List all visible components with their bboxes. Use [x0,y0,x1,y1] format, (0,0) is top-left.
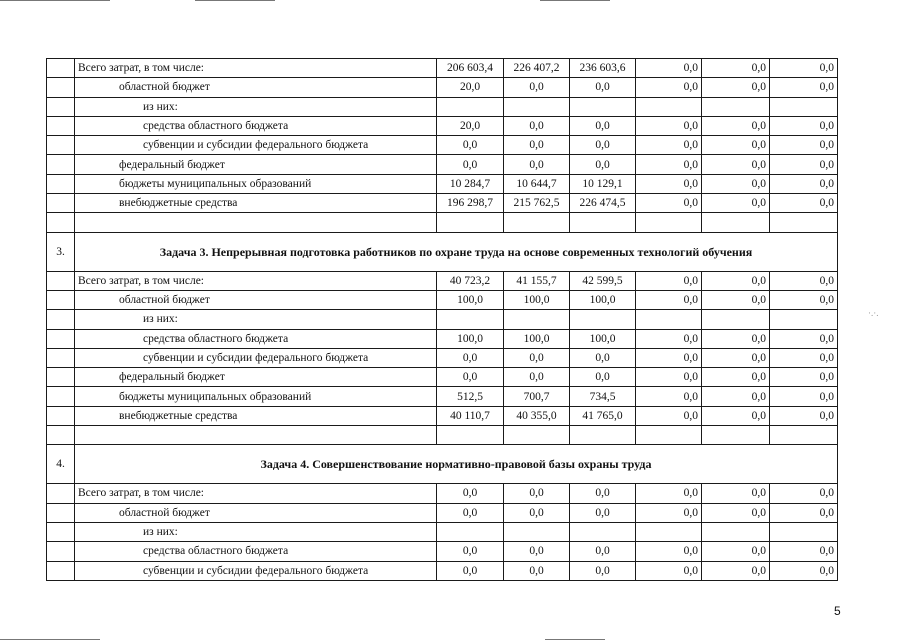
value-cell [437,310,504,329]
value-cell [770,522,838,541]
row-label: средства областного бюджета [75,542,437,561]
value-cell: 0,0 [437,136,504,155]
value-cell: 0,0 [504,484,570,503]
value-cell: 0,0 [770,78,838,97]
value-cell: 0,0 [770,503,838,522]
value-cell: 0,0 [702,136,770,155]
value-cell: 0,0 [702,290,770,309]
row-label: субвенции и субсидии федерального бюджета [75,561,437,580]
value-cell: 0,0 [636,484,702,503]
value-cell [702,310,770,329]
value-cell [636,310,702,329]
value-cell [437,97,504,116]
scan-speck: ·.·. [868,308,879,318]
value-cell [504,97,570,116]
task-header-row [47,445,838,484]
table-row [47,116,838,135]
row-label [75,213,437,232]
value-cell: 0,0 [702,194,770,213]
table-row [47,78,838,97]
value-cell: 10 284,7 [437,174,504,193]
value-cell: 0,0 [570,503,636,522]
value-cell: 0,0 [570,78,636,97]
value-cell: 0,0 [636,271,702,290]
row-label: субвенции и субсидии федерального бюджета [75,348,437,367]
value-cell [504,213,570,232]
value-cell: 0,0 [770,136,838,155]
value-cell [636,213,702,232]
table-row [47,387,838,406]
table-row [47,348,838,367]
row-label: областной бюджет [75,503,437,522]
value-cell: 0,0 [636,368,702,387]
value-cell: 0,0 [702,406,770,425]
row-label: федеральный бюджет [75,155,437,174]
value-cell: 0,0 [770,59,838,78]
value-cell [437,522,504,541]
value-cell [770,310,838,329]
value-cell [770,213,838,232]
row-index-cell [47,97,75,116]
value-cell: 512,5 [437,387,504,406]
task-index: 4. [47,445,75,484]
value-cell: 734,5 [570,387,636,406]
value-cell: 215 762,5 [504,194,570,213]
value-cell [770,426,838,445]
value-cell: 100,0 [437,290,504,309]
value-cell: 0,0 [504,542,570,561]
value-cell: 100,0 [504,290,570,309]
value-cell: 0,0 [636,136,702,155]
row-index-cell [47,387,75,406]
value-cell: 41 155,7 [504,271,570,290]
value-cell: 0,0 [636,348,702,367]
value-cell [636,426,702,445]
value-cell: 0,0 [702,78,770,97]
value-cell: 100,0 [570,290,636,309]
table-row [47,522,838,541]
task-title: Задача 4. Совершенствование нормативно-правовой базы охраны труда [75,445,838,484]
value-cell: 0,0 [702,368,770,387]
value-cell: 10 644,7 [504,174,570,193]
value-cell: 0,0 [636,59,702,78]
value-cell: 0,0 [570,368,636,387]
value-cell: 41 765,0 [570,406,636,425]
value-cell: 0,0 [437,561,504,580]
value-cell [570,522,636,541]
task-index: 3. [47,232,75,271]
table-row [47,271,838,290]
row-index-cell [47,368,75,387]
row-label: внебюджетные средства [75,194,437,213]
value-cell: 0,0 [770,387,838,406]
scan-edge-line [540,0,610,1]
row-index-cell [47,542,75,561]
row-label: Всего затрат, в том числе: [75,59,437,78]
value-cell [636,97,702,116]
table-row [47,484,838,503]
value-cell: 0,0 [636,290,702,309]
table-row [47,97,838,116]
value-cell: 100,0 [570,329,636,348]
row-index-cell [47,426,75,445]
row-label [75,426,437,445]
table-row [47,155,838,174]
table-row [47,426,838,445]
value-cell: 0,0 [504,561,570,580]
value-cell: 0,0 [504,348,570,367]
value-cell: 40 723,2 [437,271,504,290]
value-cell [570,310,636,329]
row-index-cell [47,271,75,290]
value-cell: 0,0 [437,542,504,561]
value-cell: 40 355,0 [504,406,570,425]
row-label: внебюджетные средства [75,406,437,425]
value-cell: 226 407,2 [504,59,570,78]
row-label: средства областного бюджета [75,329,437,348]
row-index-cell [47,310,75,329]
table-row [47,174,838,193]
value-cell: 0,0 [437,484,504,503]
value-cell: 0,0 [770,542,838,561]
value-cell: 0,0 [570,136,636,155]
value-cell: 0,0 [636,194,702,213]
value-cell: 0,0 [702,174,770,193]
value-cell: 0,0 [770,561,838,580]
value-cell: 0,0 [702,59,770,78]
row-index-cell [47,290,75,309]
row-label: из них: [75,522,437,541]
value-cell: 0,0 [504,155,570,174]
table-row [47,561,838,580]
row-index-cell [47,484,75,503]
value-cell [504,310,570,329]
value-cell [437,426,504,445]
value-cell: 196 298,7 [437,194,504,213]
value-cell: 42 599,5 [570,271,636,290]
table-row [47,406,838,425]
value-cell [636,522,702,541]
value-cell: 0,0 [702,329,770,348]
value-cell: 0,0 [770,290,838,309]
value-cell [570,213,636,232]
task-title: Задача 3. Непрерывная подготовка работников по охране труда на основе современных технологий обучения [75,232,838,271]
row-label: средства областного бюджета [75,116,437,135]
value-cell: 0,0 [770,348,838,367]
value-cell: 0,0 [504,78,570,97]
row-label: областной бюджет [75,78,437,97]
budget-table [46,58,838,581]
page-number: 5 [834,604,841,618]
value-cell: 0,0 [702,155,770,174]
row-label: Всего затрат, в том числе: [75,484,437,503]
value-cell: 0,0 [437,155,504,174]
table-row [47,194,838,213]
value-cell: 0,0 [504,136,570,155]
value-cell [702,426,770,445]
value-cell: 0,0 [636,174,702,193]
task-header-row [47,232,838,271]
row-index-cell [47,406,75,425]
row-label: Всего затрат, в том числе: [75,271,437,290]
row-label: федеральный бюджет [75,368,437,387]
row-label: из них: [75,310,437,329]
value-cell: 0,0 [570,561,636,580]
row-index-cell [47,329,75,348]
value-cell [702,213,770,232]
row-index-cell [47,155,75,174]
table-row [47,329,838,348]
value-cell: 0,0 [770,484,838,503]
value-cell: 100,0 [504,329,570,348]
value-cell: 0,0 [570,116,636,135]
row-index-cell [47,59,75,78]
value-cell: 0,0 [770,271,838,290]
value-cell: 0,0 [570,542,636,561]
row-index-cell [47,136,75,155]
value-cell: 0,0 [570,348,636,367]
value-cell [770,97,838,116]
value-cell: 10 129,1 [570,174,636,193]
row-index-cell [47,174,75,193]
row-label: из них: [75,97,437,116]
row-label: бюджеты муниципальных образований [75,387,437,406]
row-index-cell [47,561,75,580]
value-cell: 236 603,6 [570,59,636,78]
value-cell: 0,0 [636,406,702,425]
row-index-cell [47,503,75,522]
value-cell: 100,0 [437,329,504,348]
value-cell: 0,0 [636,329,702,348]
value-cell: 700,7 [504,387,570,406]
table-row [47,368,838,387]
value-cell: 0,0 [636,155,702,174]
row-index-cell [47,348,75,367]
value-cell: 226 474,5 [570,194,636,213]
value-cell [504,522,570,541]
table-row [47,136,838,155]
table-body [47,59,838,581]
value-cell: 0,0 [437,503,504,522]
value-cell: 0,0 [702,387,770,406]
row-label: областной бюджет [75,290,437,309]
value-cell: 0,0 [702,348,770,367]
value-cell [570,97,636,116]
value-cell: 0,0 [437,368,504,387]
value-cell: 206 603,4 [437,59,504,78]
table-row [47,310,838,329]
value-cell [504,426,570,445]
table-row [47,213,838,232]
value-cell: 40 110,7 [437,406,504,425]
table-row [47,290,838,309]
table-row [47,542,838,561]
scan-edge-line [0,0,110,1]
value-cell: 0,0 [636,78,702,97]
value-cell: 0,0 [770,155,838,174]
value-cell: 0,0 [770,194,838,213]
value-cell: 0,0 [770,329,838,348]
value-cell: 0,0 [437,348,504,367]
value-cell: 0,0 [636,561,702,580]
value-cell: 0,0 [504,368,570,387]
value-cell: 0,0 [770,174,838,193]
value-cell: 20,0 [437,78,504,97]
value-cell: 0,0 [636,387,702,406]
row-index-cell [47,213,75,232]
value-cell [702,522,770,541]
value-cell [437,213,504,232]
value-cell: 0,0 [770,116,838,135]
value-cell: 0,0 [702,271,770,290]
value-cell: 0,0 [702,542,770,561]
row-label: бюджеты муниципальных образований [75,174,437,193]
value-cell [702,97,770,116]
value-cell: 0,0 [636,116,702,135]
row-label: субвенции и субсидии федерального бюджета [75,136,437,155]
row-index-cell [47,522,75,541]
value-cell: 0,0 [702,561,770,580]
value-cell: 0,0 [702,116,770,135]
table-row [47,59,838,78]
value-cell: 0,0 [702,484,770,503]
row-index-cell [47,78,75,97]
value-cell: 0,0 [636,542,702,561]
value-cell: 0,0 [770,368,838,387]
scan-edge-line [195,0,275,1]
value-cell: 0,0 [702,503,770,522]
value-cell: 20,0 [437,116,504,135]
value-cell: 0,0 [770,406,838,425]
row-index-cell [47,194,75,213]
value-cell: 0,0 [570,155,636,174]
value-cell: 0,0 [570,484,636,503]
value-cell: 0,0 [504,503,570,522]
value-cell [570,426,636,445]
value-cell: 0,0 [504,116,570,135]
table-row [47,503,838,522]
row-index-cell [47,116,75,135]
value-cell: 0,0 [636,503,702,522]
